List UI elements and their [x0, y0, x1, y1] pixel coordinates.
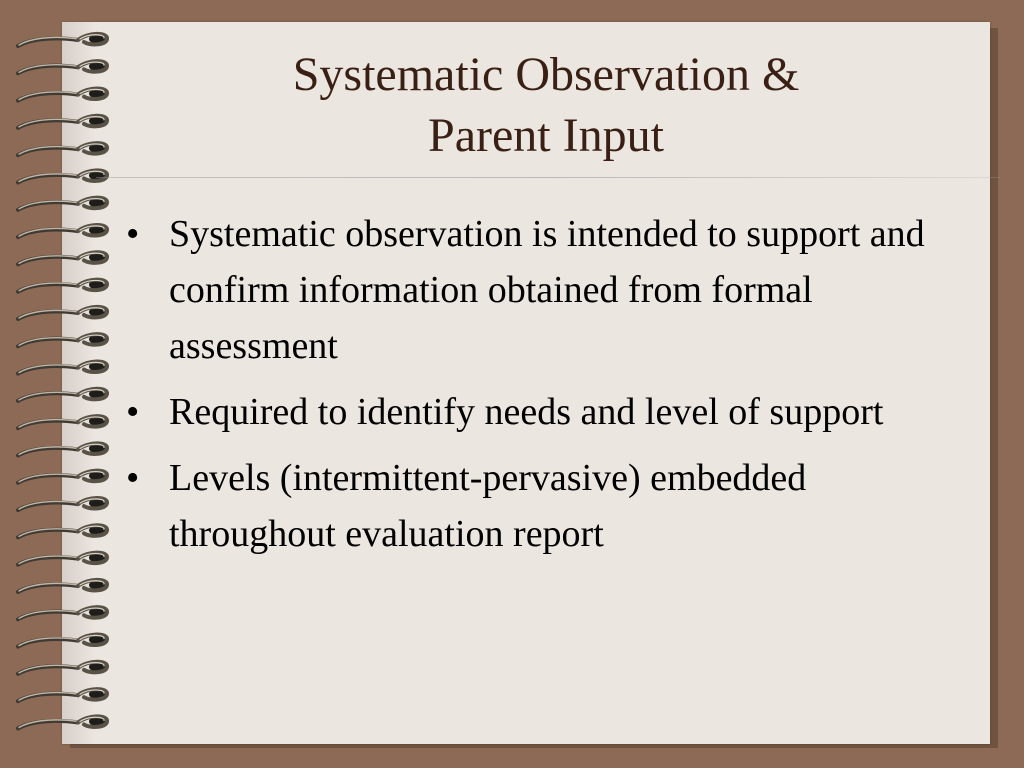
spiral-ring	[18, 116, 107, 128]
slide-title-line-2: Parent Input	[428, 109, 664, 162]
spiral-ring	[18, 225, 107, 237]
bullet-text-1: Systematic observation is intended to support and confirm information obtained from formal assessment	[169, 213, 925, 367]
spiral-ring	[18, 280, 107, 292]
spiral-ring	[18, 334, 107, 346]
spiral-ring	[18, 61, 107, 73]
spiral-ring	[18, 580, 107, 592]
title-divider	[96, 177, 1000, 178]
bullet-icon: •	[126, 213, 140, 255]
spiral-ring	[18, 88, 107, 100]
spiral-ring	[18, 443, 107, 455]
spiral-ring	[18, 689, 107, 701]
spiral-ring	[18, 143, 107, 155]
spiral-ring	[18, 525, 107, 537]
spiral-ring	[18, 634, 107, 646]
bullet-text-2: Required to identify needs and level of support	[169, 391, 884, 433]
slide-title	[100, 44, 992, 166]
bullet-icon: •	[126, 457, 140, 499]
spiral-ring	[18, 471, 107, 483]
bullet-text-3: Levels (intermittent-pervasive) embedded throughout evaluation report	[169, 457, 807, 555]
slide-title-line-1: Systematic Observation &	[292, 48, 800, 101]
bullet-icon: •	[126, 391, 140, 433]
spiral-ring	[18, 252, 107, 264]
spiral-ring	[18, 553, 107, 565]
bullet-item-1	[126, 206, 956, 374]
bullet-item-2	[126, 384, 956, 440]
spiral-ring	[18, 389, 107, 401]
spiral-ring	[18, 34, 107, 46]
spiral-ring	[18, 198, 107, 210]
spiral-ring	[18, 361, 107, 373]
spiral-ring	[18, 498, 107, 510]
spiral-ring	[18, 307, 107, 319]
bullet-item-3	[126, 450, 956, 562]
spiral-ring	[18, 716, 107, 728]
spiral-ring	[18, 607, 107, 619]
spiral-ring	[18, 170, 107, 182]
spiral-ring	[18, 662, 107, 674]
spiral-ring	[18, 416, 107, 428]
bullet-list	[126, 206, 956, 572]
